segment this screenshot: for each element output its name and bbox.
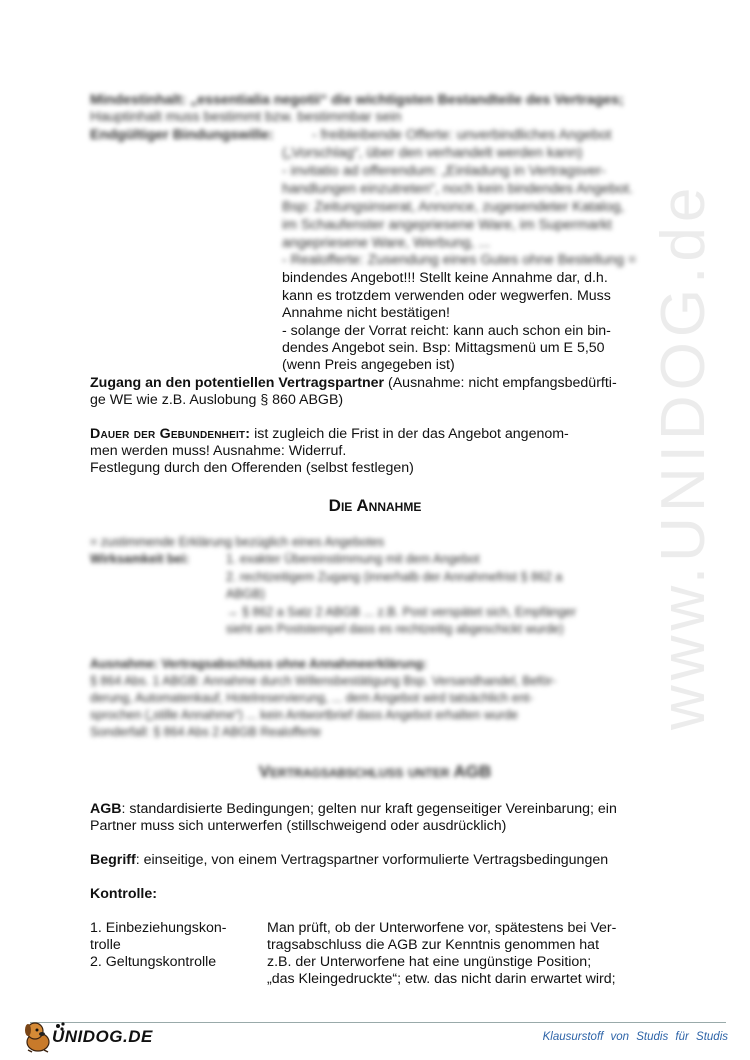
text-line: 1. exakter Übereinstimmung mit dem Angebot <box>226 552 480 566</box>
text-line: - freibleibende Offerte: unverbindliches Angebot <box>312 127 612 143</box>
text-line: Mindestinhalt: „essentialia negotii“ die wichtigsten Bestandteile des Vertrages; <box>90 92 624 108</box>
watermark-text: www.UNIDOG.de <box>649 182 718 730</box>
text-line: im Schaufenster angepriesene Ware, im Supermarkt <box>282 217 612 233</box>
text-line: Annahme nicht bestätigen! <box>282 305 450 321</box>
begriff-paragraph <box>90 852 608 869</box>
agb-paragraph <box>90 801 617 818</box>
text-line: Hauptinhalt muss bestimmt bzw. bestimmbar sein <box>90 109 402 125</box>
text-line: angepriesene Ware, Werbung, ... <box>282 235 491 251</box>
text-line: sprochen („stille Annahme“) ... kein Antwortbrief dass Angebot erhalten wurde <box>90 708 519 722</box>
text-line: bindendes Angebot!!! Stellt keine Annahme dar, d.h. <box>282 270 608 286</box>
text-line: = zustimmende Erklärung bezüglich eines Angebotes <box>90 535 385 549</box>
text-line: (wenn Preis angegeben ist) <box>282 357 455 373</box>
text-line-label: Endgültiger Bindungswille: <box>90 127 274 143</box>
dauer-label: Dauer der Gebundenheit: <box>90 426 251 442</box>
text-line: Partner muss sich unterwerfen (stillschweigend oder ausdrücklich) <box>90 818 507 834</box>
text-line: ABGB) <box>226 587 265 601</box>
kontrolle-heading: Kontrolle: <box>90 886 157 902</box>
zugang-label: Zugang an den potentiellen Vertragspartner <box>90 375 385 391</box>
kontrolle-item-text: „das Kleingedruckte“; etw. das nicht darin erwartet wird; <box>267 971 616 987</box>
text-line: Ausnahme: Vertragsabschluss ohne Annahmeerklärung: <box>90 657 428 671</box>
text-line: („Vorschlag“, über den verhandelt werden kann) <box>282 145 583 161</box>
text-line: kann es trotzdem verwenden oder wegwerfen. Muss <box>282 288 611 304</box>
dauer-text: ist zugleich die Frist in der das Angebot angenom- <box>250 426 569 442</box>
text-line: men werden muss! Ausnahme: Widerruf. <box>90 443 347 459</box>
text-line: handlungen einzutreten“, noch kein bindendes Angebot. <box>282 181 634 197</box>
text-line: → § 862 a Satz 2 ABGB ... z.B. Post verspätet sich, Empfänger <box>226 605 577 619</box>
section-heading-annahme: Die Annahme <box>328 496 422 515</box>
zugang-paragraph <box>90 375 617 392</box>
text-line: Festlegung durch den Offerenden (selbst festlegen) <box>90 460 414 476</box>
text-line: derung, Automatenkauf, Hotelreservierung, ... dem Angebot wird tatsächlich ent- <box>90 691 534 705</box>
logo-text: UNIDOG.DE <box>52 1027 153 1046</box>
text-line: Sonderfall: § 864 Abs 2 ABGB Realofferte <box>90 725 322 739</box>
kontrolle-item-text: tragsabschluss die AGB zur Kenntnis genommen hat <box>267 937 600 953</box>
kontrolle-item-text: z.B. der Unterworfene hat eine ungünstige Position; <box>267 954 592 970</box>
text-line: dendes Angebot sein. Bsp: Mittagsmenü um E 5,50 <box>282 340 605 356</box>
text-line: - invitatio ad offerendum: „Einladung in Vertragsver- <box>282 163 606 179</box>
text-line: ge WE wie z.B. Auslobung § 860 ABGB) <box>90 392 344 408</box>
kontrolle-item-label: 1. Einbeziehungskon- <box>90 920 227 936</box>
agb-label: AGB <box>90 801 122 817</box>
text-line: - Realofferte: Zusendung eines Gutes ohne Bestellung = <box>282 252 637 268</box>
kontrolle-item-label: trolle <box>90 937 121 953</box>
zugang-text: (Ausnahme: nicht empfangsbedürfti- <box>384 375 617 391</box>
section-heading-agb: Vertragsabschluss unter AGB <box>258 762 492 781</box>
footer-tagline: Klausurstoff von Studis für Studis <box>542 1031 728 1043</box>
text-line: sieht am Poststempel dass es rechtzeitig abgeschickt wurde) <box>226 622 564 636</box>
text-line: - solange der Vorrat reicht: kann auch schon ein bin- <box>282 323 611 339</box>
text-line-label: Wirksamkeit bei: <box>90 552 190 566</box>
begriff-label: Begriff <box>90 852 136 868</box>
text-line: 2. rechtzeitigem Zugang (innerhalb der Annahmefrist § 862 a <box>226 570 563 584</box>
text-line: Bsp: Zeitungsinserat, Annonce, zugesendeter Katalog, <box>282 199 625 215</box>
kontrolle-item-text: Man prüft, ob der Unterworfene vor, spätestens bei Ver- <box>267 920 617 936</box>
begriff-text: : einseitige, von einem Vertragspartner vorformulierte Vertragsbedingungen <box>135 852 609 868</box>
kontrolle-item-label: 2. Geltungskontrolle <box>90 954 217 970</box>
agb-text: : standardisierte Bedingungen; gelten nur kraft gegenseitiger Vereinbarung; ein <box>121 801 617 817</box>
watermark <box>648 182 718 731</box>
text-line: § 864 Abs. 1 ABGB: Annahme durch Willensbestätigung Bsp. Versandhandel, Beför- <box>90 674 557 688</box>
dauer-paragraph <box>90 426 569 443</box>
